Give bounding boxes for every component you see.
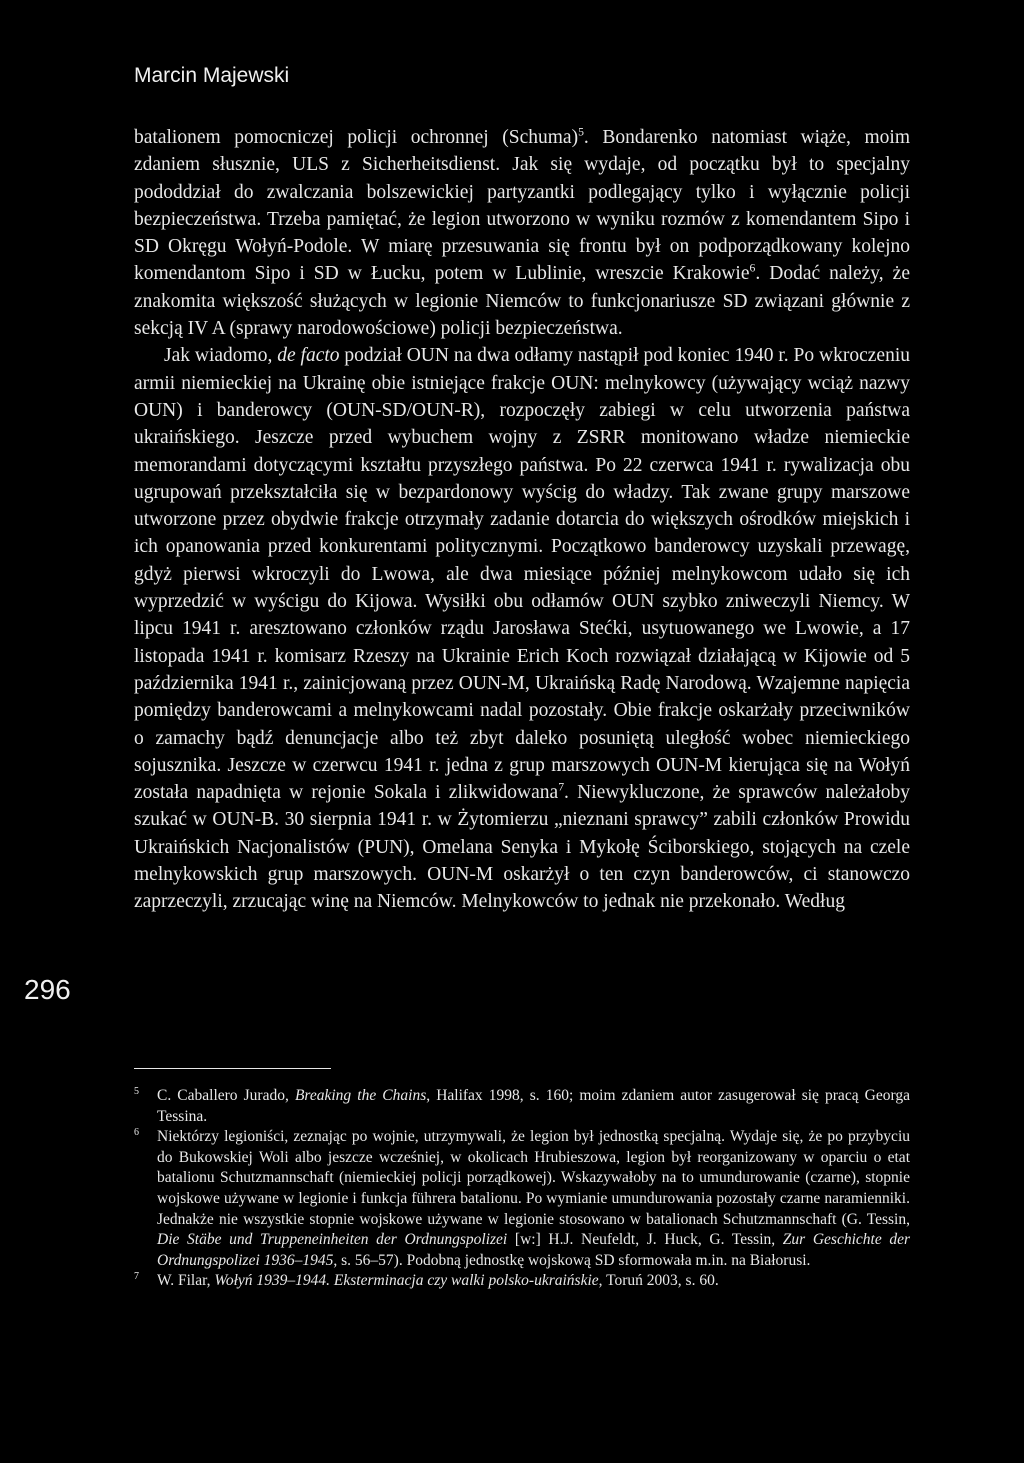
italic-text: Die Stäbe und Truppeneinheiten der Ordnungspolizei [157, 1231, 508, 1249]
page-number: 296 [24, 974, 71, 1005]
italic-text: Zur Geschichte der Ordnungspolizei 1936–1945 [157, 1231, 911, 1269]
text-run: . Niewykluczone, że sprawców należałoby szukać w OUN-B. 30 sierpnia 1941 r. w Żytomierzu „nieznani sprawcy” zabili członków Prowidu Ukraińskich Nacjonalistów (PUN), Omelana Senyka i Mykołę Ściborskiego, stojących na czele melnykowskich grup marszowych. OUN-M oskarżył o ten czyn banderowców, ci stanowczo zaprzeczyli, zrzucając winę na Niemców. Melnykowców to jednak nie przekonało. Według [134, 782, 910, 913]
italic-text: Wołyń 1939–1944. Eksterminacja czy walki polsko-ukraińskie [214, 1272, 599, 1290]
footnote-separator [134, 1068, 331, 1069]
footnote-mark: 6 [134, 1127, 139, 1139]
paragraph-1 [134, 124, 910, 342]
text-run: [w:] H.J. Neufeldt, J. Huck, G. Tessin, [507, 1231, 783, 1249]
footnote-mark: 5 [134, 1086, 139, 1097]
footnote-mark: 7 [134, 1271, 139, 1283]
paragraph-2 [134, 342, 910, 915]
footnote-5 [134, 1086, 910, 1127]
footnote-text [157, 1128, 910, 1269]
footnote-ref: 6 [749, 261, 756, 275]
text-run: Niektórzy legioniści, zeznając po wojnie, utrzymywali, że legion był jednostką specjalną. Wydaje się, że po przybyciu do Bukowskiej Woli albo jeszcze wcześniej, w okolicach Hrubieszowa, legion był reorganizowany w oparciu o etat batalionu Schutzmannschaft (niemieckiej policji porządkowej). Wskazywałoby na to umundurowanie (czarne), stopnie wojskowe używane w legionie i funkcja führera batalionu. Po wymianie umundurowania pozostały czarne naramienniki. Jednakże nie wszystkie stopnie wojskowe używane w legionie stosowano w batalionach Schutzmannschaft (G. Tessin, [157, 1128, 910, 1228]
footnote-ref: 5 [578, 125, 584, 139]
text-run: Jak wiadomo, [164, 345, 278, 367]
text-run: , Halifax 1998, s. 160; moim zdaniem autor zasugerował się pracą Georga Tessina. [157, 1087, 910, 1125]
text-run: . Dodać należy, że znakomita większość służących w legionie Niemców to funkcjonariusze SD związani głównie z sekcją IV A (sprawy narodowościowe) policji bezpieczeństwa. [134, 263, 910, 340]
text-run: , s. 56–57). Podobną jednostkę wojskową SD sformowała m.in. na Białorusi. [333, 1251, 811, 1269]
text-run: . Bondarenko natomiast wiąże, moim zdaniem słusznie, ULS z Sicherheitsdienst. Jak się wydaje, od początku był to specjalny pododdział do zwalczania bolszewickiej partyzantki podlegający tylko i wyłącznie policji bezpieczeństwa. Trzeba pamiętać, że legion utworzono w wyniku rozmów z komendantem Sipo i SD Okręgu Wołyń-Podole. W miarę przesuwania się frontu był on podporządkowany kolejno komendantom Sipo i SD w Łucku, potem w Lublinie, wreszcie Krakowie [134, 127, 910, 285]
main-text [134, 124, 910, 916]
text-run: batalionem pomocniczej policji ochronnej (Schuma) [134, 127, 579, 148]
italic-text: Breaking the Chains [294, 1087, 427, 1104]
text-run: C. Caballero Jurado, [157, 1087, 295, 1104]
text-run: podział OUN na dwa odłamy nastąpił pod koniec 1940 r. Po wkroczeniu armii niemieckiej na Ukrainę obie istniejące frakcje OUN: melnykowcy (używający wciąż nazwy OUN) i banderowcy (OUN-SD/OUN-R), rozpoczęły zabiegi w celu utworzenia państwa ukraińskiego. Jeszcze przed wybuchem wojny z ZSRR monitowano władze niemieckie memorandami dotyczącymi kształtu przyszłego państwa. Po 22 czerwca 1941 r. rywalizacja obu ugrupowań przekształciła się w bezpardonowy wyścig do władzy. Tak zwane grupy marszowe utworzone przez obydwie frakcje otrzymały zadanie dotarcia do większych ośrodków miejskich i ich opanowania przed konkurentami politycznymi. Początkowo banderowcy uzyskali przewagę, gdyż pierwsi wkroczyli do Lwowa, ale dwa miesiące później melnykowcom udało się ich wyprzedzić w wyścigu do Kijowa. Wysiłki obu odłamów OUN szybko zniweczyli Niemcy. W lipcu 1941 r. aresztowano członków rządu Jarosława Stećki, usytuowanego we Lwowie, a 17 listopada 1941 r. komisarz Rzeszy na Ukrainie Erich Koch rozwiązał działającą w Kijowie od 5 października 1941 r., zainicjowaną przez OUN-M, Ukraińską Radę Narodową. Wzajemne napięcia pomiędzy banderowcami a melnykowcami nadal pozostały. Obie frakcje oskarżały przeciwników o zamachy bądź denuncjacje albo też zbyt daleko posuniętą uległość wobec niemieckiego sojusznika. Jeszcze w czerwcu 1941 r. jedna z grup marszowych OUN-M kierująca się na Wołyń została napadnięta w rejonie Sokala i zlikwidowana [134, 345, 910, 804]
footnote-ref: 7 [558, 780, 565, 794]
text-run: W. Filar, [157, 1272, 215, 1290]
footnote-6 [134, 1127, 910, 1271]
footnotes [134, 1086, 910, 1292]
running-title: Marcin Majewski [134, 64, 290, 87]
footnote-text [157, 1087, 910, 1125]
text-run: , Toruń 2003, s. 60. [598, 1272, 719, 1290]
footnote-7 [134, 1271, 910, 1292]
italic-text: de facto [277, 345, 340, 367]
footnote-text [157, 1272, 719, 1289]
